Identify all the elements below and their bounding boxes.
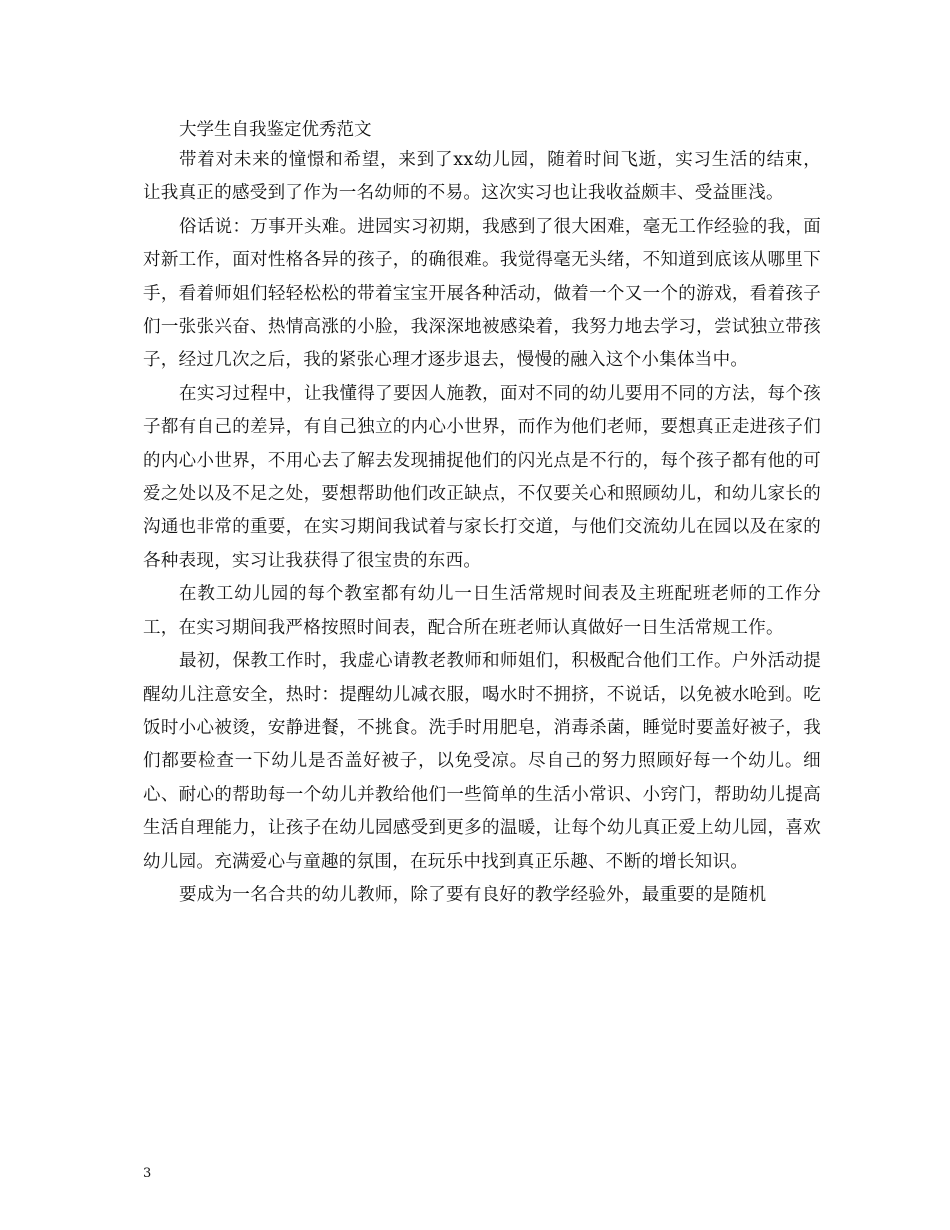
paragraph-daily-schedule: 在教工幼儿园的每个教室都有幼儿一日生活常规时间表及主班配班老师的工作分工，在实习期间我严格按照时间表，配合所在班老师认真做好一日生活常规工作。 (143, 584, 821, 638)
document-body (143, 116, 821, 912)
document-title: 大学生自我鉴定优秀范文 (179, 120, 372, 140)
paragraph-intro: 带着对未来的憧憬和希望，来到了xx幼儿园，随着时间飞逝，实习生活的结束，让我真正的感受到了作为一名幼师的不易。这次实习也让我收益颇丰、受益匪浅。 (143, 150, 821, 204)
paragraph-individual-teaching: 在实习过程中，让我懂得了要因人施教，面对不同的幼儿要用不同的方法，每个孩子都有自己的差异，有自己独立的内心小世界，而作为他们老师，要想真正走进孩子们的内心小世界，不用心去了解去发现捕捉他们的闪光点是不行的，每个孩子都有他的可爱之处以及不足之处，要想帮助他们改正缺点，不仅要关心和照顾幼儿，和幼儿家长的沟通也非常的重要，在实习期间我试着与家长打交道，与他们交流幼儿在园以及在家的各种表现，实习让我获得了很宝贵的东西。 (143, 383, 821, 571)
paragraph-care-work: 最初，保教工作时，我虚心请教老教师和师姐们，积极配合他们工作。户外活动提醒幼儿注意安全，热时：提醒幼儿减衣服，喝水时不拥挤，不说话，以免被水呛到。吃饭时小心被烫，安静进餐，不挑食。洗手时用肥皂，消毒杀菌，睡觉时要盖好被子，我们都要检查一下幼儿是否盖好被子，以免受凉。尽自己的努力照顾好每一个幼儿。细心、耐心的帮助每一个幼儿并教给他们一些简单的生活小常识、小窍门，帮助幼儿提高生活自理能力，让孩子在幼儿园感受到更多的温暖，让每个幼儿真正爱上幼儿园，喜欢幼儿园。充满爱心与童趣的氛围，在玩乐中找到真正乐趣、不断的增长知识。 (143, 651, 821, 872)
paragraph-qualified-teacher: 要成为一名合共的幼儿教师，除了要有良好的教学经验外，最重要的是随机 (179, 884, 767, 905)
page-number: 3 (143, 1166, 152, 1181)
paragraph-beginning-difficulty: 俗话说：万事开头难。进园实习初期，我感到了很大困难，毫无工作经验的我，面对新工作，面对性格各异的孩子，的确很难。我觉得毫无头绪，不知道到底该从哪里下手，看着师姐们轻轻松松的带着宝宝开展各种活动，做着一个又一个的游戏，看着孩子们一张张兴奋、热情高涨的小脸，我深深地被感染着，我努力地去学习，尝试独立带孩子，经过几次之后，我的紧张心理才逐步退去，慢慢的融入这个小集体当中。 (143, 216, 821, 371)
